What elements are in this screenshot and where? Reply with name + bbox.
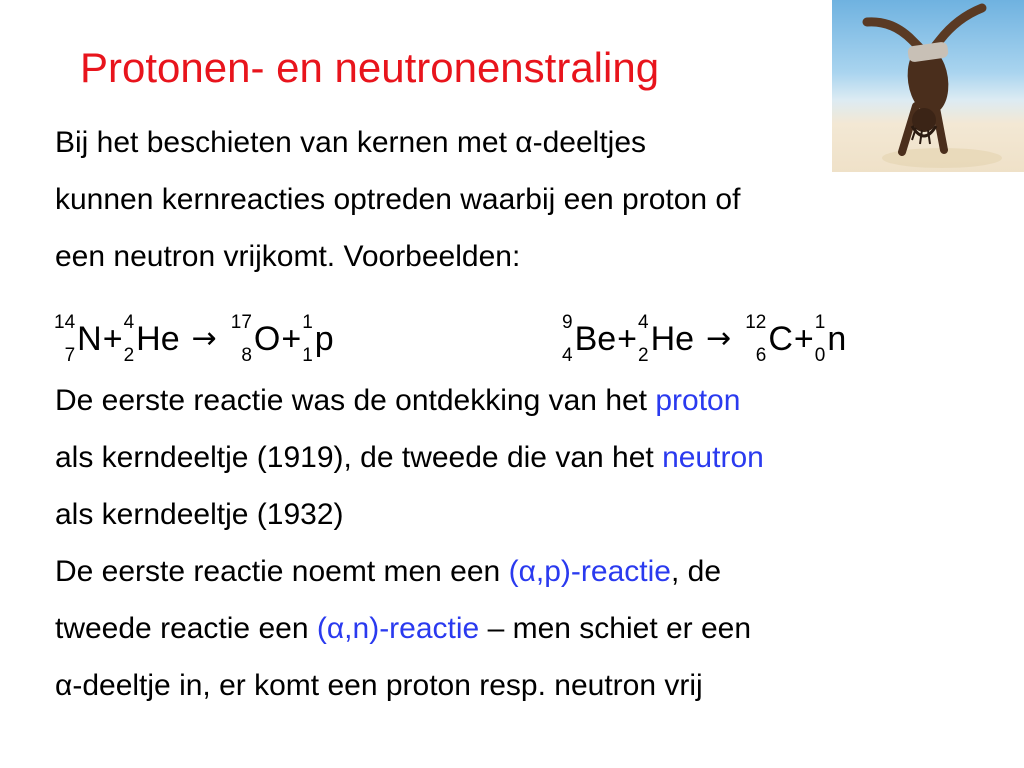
body-text: tweede reactie een [55, 612, 317, 645]
body-line-1 [55, 372, 764, 429]
reaction-arrow-icon: → [706, 321, 732, 356]
atomic-number: 2 [638, 345, 649, 366]
mass-number: 4 [123, 312, 135, 333]
nuclide-nitrogen-14 [54, 313, 102, 365]
highlight-neutron: neutron [662, 441, 764, 474]
body-text: – men schiet er een [479, 612, 752, 645]
plus-sign: + [102, 320, 123, 358]
body-paragraph [55, 372, 764, 714]
body-line-4 [55, 543, 764, 600]
element-symbol: He [136, 320, 180, 358]
nuclide-helium-4 [638, 313, 694, 365]
intro-line-1: Bij het beschieten van kernen met α-deeltjes [55, 126, 647, 159]
nuclide-helium-4 [124, 313, 180, 365]
intro-line-3: een neutron vrijkomt. Voorbeelden: [55, 240, 521, 273]
slide-title: Protonen- en neutronenstraling [80, 44, 660, 91]
body-text: De eerste reactie was de ontdekking van het [55, 384, 656, 417]
body-line-2 [55, 429, 764, 486]
handstand-photo [832, 0, 1024, 172]
highlight-alpha-p-reaction: (α,p)-reactie [508, 555, 671, 588]
body-line-3: als kerndeeltje (1932) [55, 498, 344, 531]
atomic-number: 7 [64, 345, 76, 366]
nuclide-carbon-12 [745, 313, 793, 365]
plus-sign: + [793, 320, 814, 358]
atomic-number: 0 [814, 345, 826, 366]
intro-line-2: kunnen kernreacties optreden waarbij een proton of [55, 183, 741, 216]
element-symbol: O [253, 320, 281, 358]
reaction-equation-2 [562, 300, 847, 366]
mass-number: 14 [54, 312, 76, 333]
mass-number: 4 [638, 312, 649, 333]
body-text: De eerste reactie noemt men een [55, 555, 509, 588]
atomic-number: 6 [755, 345, 767, 366]
intro-paragraph [55, 114, 740, 285]
body-text: als kerndeeltje (1919), de tweede die van het [55, 441, 663, 474]
element-symbol: Be [574, 320, 617, 358]
element-symbol: p [314, 320, 334, 358]
nuclide-proton [302, 313, 334, 365]
atomic-number: 1 [302, 345, 313, 366]
element-symbol: C [768, 320, 793, 358]
atomic-number: 8 [241, 345, 252, 366]
plus-sign: + [281, 320, 302, 358]
element-symbol: n [827, 320, 847, 358]
element-symbol: He [650, 320, 695, 358]
mass-number: 1 [814, 312, 826, 333]
plus-sign: + [617, 320, 638, 358]
mass-number: 1 [302, 312, 313, 333]
body-line-5 [55, 600, 764, 657]
highlight-proton: proton [655, 384, 741, 417]
body-line-6: α-deeltje in, er komt een proton resp. neutron vrij [55, 669, 703, 702]
highlight-alpha-n-reaction: (α,n)-reactie [316, 612, 480, 645]
mass-number: 9 [562, 312, 573, 333]
handstand-person-illustration [832, 0, 1024, 172]
element-symbol: N [77, 320, 102, 358]
nuclide-neutron [815, 313, 847, 365]
mass-number: 17 [230, 312, 252, 333]
atomic-number: 4 [562, 345, 573, 366]
body-text: , de [670, 555, 722, 588]
atomic-number: 2 [123, 345, 135, 366]
reaction-arrow-icon: → [191, 321, 217, 356]
nuclide-oxygen-17 [231, 313, 281, 365]
reaction-equation-1 [54, 300, 334, 366]
nuclide-beryllium-9 [562, 313, 616, 365]
mass-number: 12 [745, 312, 767, 333]
